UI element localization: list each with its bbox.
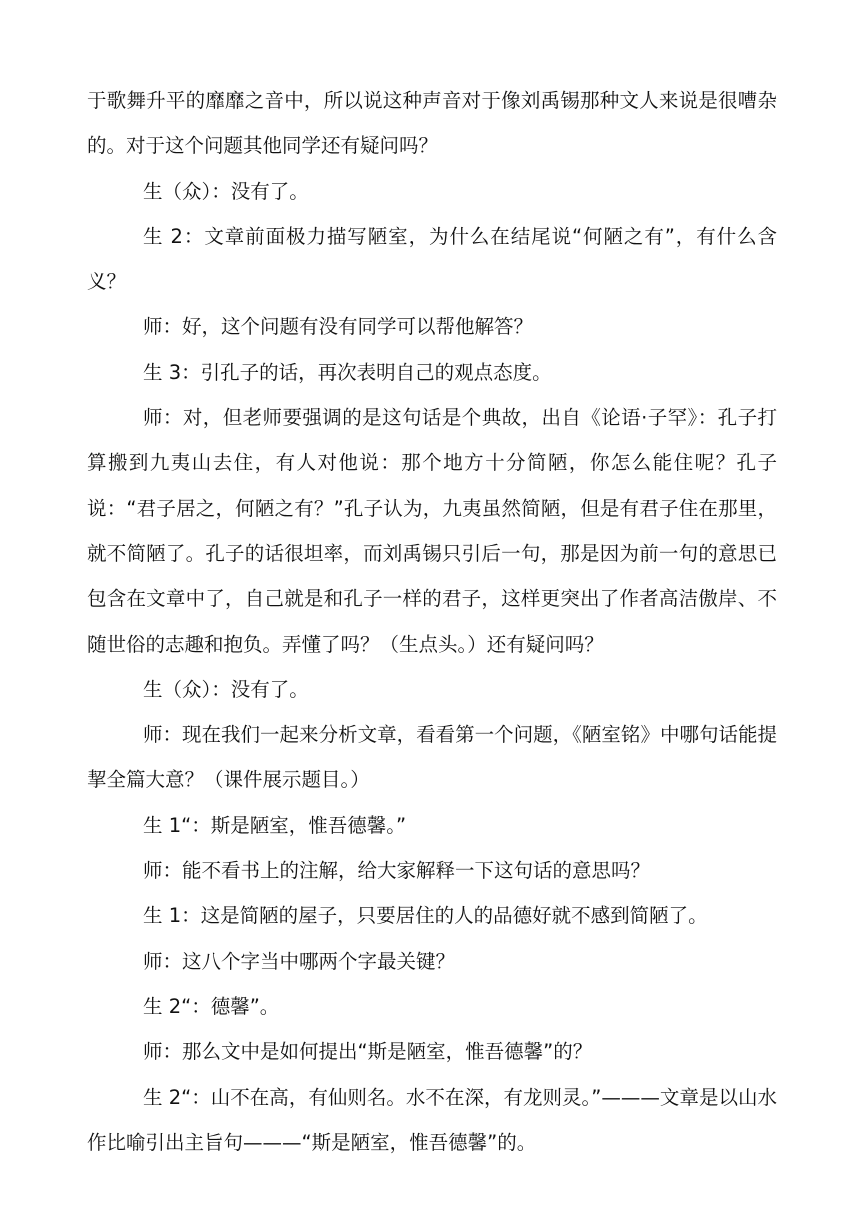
paragraph: 师：这八个字当中哪两个字最关键？ (143, 949, 456, 973)
paragraph: 师：能不看书上的注解，给大家解释一下这句话的意思吗？ (143, 859, 651, 883)
paragraph: 生 2：文章前面极力描写陋室，为什么在结尾说“何陋之有”，有什么含义？ (87, 224, 777, 294)
paragraph: 于歌舞升平的靡靡之音中，所以说这种声音对于像刘禹锡那种文人来说是很嘈杂的。对于这个问题其他同学还有疑问吗？ (87, 89, 777, 158)
paragraph: 生 1：这是简陋的屋子，只要居住的人的品德好就不感到简陋了。 (143, 904, 708, 928)
paragraph: 生 2“：德馨”。 (143, 994, 280, 1018)
paragraph: 生 1“：斯是陋室，惟吾德馨。” (143, 813, 407, 837)
paragraph: 生（众）：没有了。 (143, 677, 309, 701)
document-body (87, 78, 777, 1165)
paragraph: 师：好，这个问题有没有同学可以帮他解答？ (143, 315, 534, 339)
paragraph: 生 2“：山不在高，有仙则名。水不在深，有龙则灵。”———文章是以山水作比喻引出主旨句———“斯是陋室，惟吾德馨”的。 (87, 1085, 777, 1154)
paragraph: 生 3：引孔子的话，再次表明自己的观点态度。 (143, 360, 552, 384)
paragraph: 师：那么文中是如何提出“斯是陋室，惟吾德馨”的？ (143, 1040, 593, 1064)
paragraph: 生（众）：没有了。 (143, 179, 309, 203)
paragraph: 师：现在我们一起来分析文章，看看第一个问题，《陋室铭》中哪句话能提挈全篇大意？（课件展示题目。） (87, 723, 777, 792)
paragraph: 师：对，但老师要强调的是这句话是个典故，出自《论语·子罕》：孔子打算搬到九夷山去住，有人对他说：那个地方十分简陋，你怎么能住呢？孔子说：“君子居之，何陋之有？”孔子认为，九夷虽然简陋，但是有君子住在那里，就不简陋了。孔子的话很坦率，而刘禹锡只引后一句，那是因为前一句的意思已包含在文章中了，自己就是和孔子一样的君子，这样更突出了作者高洁傲岸、不随世俗的志趣和抱负。弄懂了吗？（生点头。）还有疑问吗？ (87, 406, 777, 656)
